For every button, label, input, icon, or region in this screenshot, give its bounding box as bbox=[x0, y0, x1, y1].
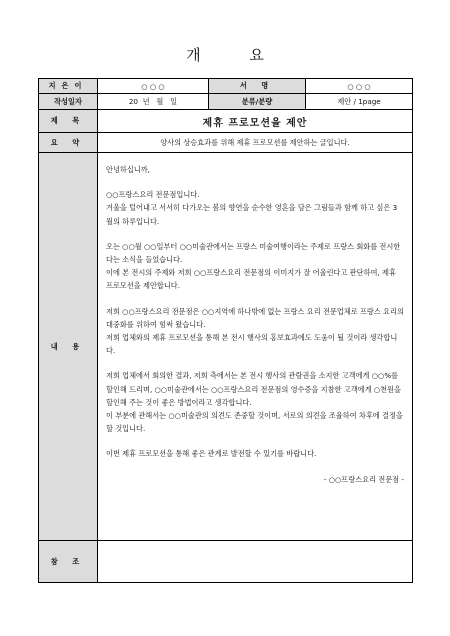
content-label: 내 용 bbox=[39, 153, 98, 541]
category-value[interactable]: 제안 / 1page bbox=[306, 94, 413, 110]
writer-label: 지은이 bbox=[39, 79, 98, 94]
subject-value[interactable]: 제휴 프로모션을 제안 bbox=[98, 110, 413, 133]
row-writer bbox=[39, 79, 413, 94]
row-subject bbox=[39, 110, 413, 133]
content-paragraph: 안녕하십니까, bbox=[106, 165, 150, 174]
date-label: 작성일자 bbox=[39, 94, 98, 110]
content-paragraph: 저희 ○○프랑스요리 전문점은 ○○지역에 하나밖에 없는 프랑스 요리 전문업체로 프랑스 요리의 대중화를 위하여 힘써 왔습니다. 저희 업체와의 제휴 프로모션을 통해 본 전시 행사의 홍보효과에도 도움이 될 것이라 생각합니다. bbox=[106, 306, 404, 356]
document-form bbox=[38, 78, 413, 583]
date-value-text: 20 년 월 일 bbox=[128, 96, 178, 106]
content-signature: - ○○프랑스요리 전문점 - bbox=[323, 474, 405, 484]
date-value[interactable] bbox=[98, 94, 209, 110]
category-label: 분류/분량 bbox=[209, 94, 306, 110]
row-summary bbox=[39, 133, 413, 153]
signature-label: 서 명 bbox=[209, 79, 306, 94]
reference-label: 참 조 bbox=[39, 541, 98, 583]
row-content bbox=[39, 153, 413, 541]
subject-label: 제 목 bbox=[39, 110, 98, 133]
content-paragraph: ○○프랑스요리 전문점입니다. 겨울을 털어내고 서서히 다가오는 봄의 향연을 순수한 영혼을 담은 그림들과 함께 하고 싶은 3월의 하루입니다. bbox=[106, 190, 398, 226]
row-reference bbox=[39, 541, 413, 583]
signature-value[interactable]: ○ ○ ○ bbox=[306, 79, 413, 94]
page-title: 개 요 bbox=[186, 46, 286, 64]
content-paragraph: 오는 ○○월 ○○일부터 ○○미술관에서는 프랑스 미술여행이라는 주제로 프랑스 회화를 전시한다는 소식을 들었습니다. 이에 본 전시의 주제와 저희 ○○프랑스요리 전문점의 이미지가 잘 어울린다고 판단하여, 제휴 프로모션을 제안합니다. bbox=[106, 241, 401, 291]
content-paragraph: 저희 업체에서 회의한 결과, 저희 측에서는 본 전시 행사의 관람권을 소지한 고객에게 ○○%를 할인해 드리며, ○○미술관에서는 ○○프랑스요리 전문점의 영수증을 지참한 고객에게 ○천원을 할인해 주는 것이 좋은 방법이라고 생각합니다. 이 부분에 관해서는 ○○미술관의 의견도 존중할 것이며, 서로의 의견을 조율하여 차후에 결정을 할 것입니다. bbox=[106, 371, 403, 434]
summary-value[interactable]: 양사의 상승효과를 위해 제휴 프로모션를 제안하는 글입니다. bbox=[98, 133, 413, 153]
writer-value[interactable]: ○ ○ ○ bbox=[98, 79, 209, 94]
content-body[interactable] bbox=[98, 153, 413, 541]
summary-label: 요 약 bbox=[39, 133, 98, 153]
row-date bbox=[39, 94, 413, 110]
content-paragraphs bbox=[106, 163, 404, 461]
reference-value[interactable] bbox=[98, 541, 413, 583]
content-paragraph: 이번 제휴 프로모션을 통해 좋은 관계로 발전할 수 있기를 바랍니다. bbox=[106, 449, 317, 459]
